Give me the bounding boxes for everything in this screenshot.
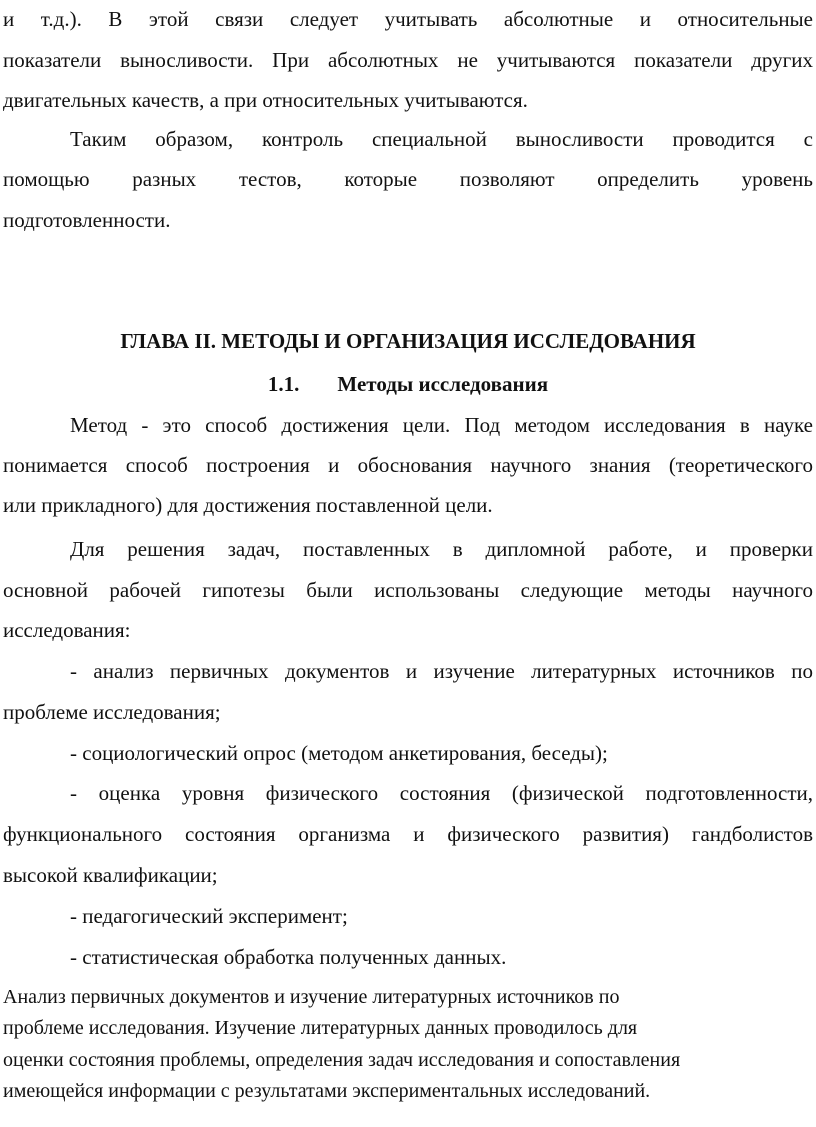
section-heading xyxy=(0,372,816,396)
paragraph-line: Анализ первичных документов и изучение литературных источников по xyxy=(3,986,620,1008)
paragraph-line: помощью разных тестов, которые позволяют определить уровень xyxy=(3,167,813,191)
section-number: 1.1. xyxy=(267,372,300,396)
paragraph-line: Метод - это способ достижения цели. Под методом исследования в науке xyxy=(70,413,813,437)
list-item-continuation: функционального состояния организма и физического развития) гандболистов xyxy=(3,822,813,846)
paragraph-line: или прикладного) для достижения поставленной цели. xyxy=(3,493,493,517)
section-title: Методы исследования xyxy=(337,372,549,396)
paragraph-line: основной рабочей гипотезы были использованы следующие методы научного xyxy=(3,578,813,602)
paragraph-line: имеющейся информации с результатами экспериментальных исследований. xyxy=(3,1080,651,1102)
paragraph-line: исследования: xyxy=(3,618,131,642)
paragraph-line: Таким образом, контроль специальной выносливости проводится с xyxy=(70,127,813,151)
list-item: - анализ первичных документов и изучение литературных источников по xyxy=(70,659,813,683)
paragraph-line: проблеме исследования. Изучение литературных данных проводилось для xyxy=(3,1017,638,1039)
paragraph-line: подготовленности. xyxy=(3,208,171,232)
paragraph-line: двигательных качеств, а при относительных учитываются. xyxy=(3,88,528,112)
list-item: - оценка уровня физического состояния (физической подготовленности, xyxy=(70,781,813,805)
paragraph-line: показатели выносливости. При абсолютных не учитываются показатели других xyxy=(3,48,813,72)
list-item-continuation: проблеме исследования; xyxy=(3,700,221,724)
paragraph-line: и т.д.). В этой связи следует учитывать абсолютные и относительные xyxy=(3,7,813,31)
chapter-heading: ГЛАВА II. МЕТОДЫ И ОРГАНИЗАЦИЯ ИССЛЕДОВАНИЯ xyxy=(120,329,696,353)
list-item: - педагогический эксперимент; xyxy=(70,904,348,928)
list-item: - статистическая обработка полученных данных. xyxy=(70,945,507,969)
list-item: - социологический опрос (методом анкетирования, беседы); xyxy=(70,741,608,765)
list-item-continuation: высокой квалификации; xyxy=(3,863,218,887)
paragraph-line: понимается способ построения и обоснования научного знания (теоретического xyxy=(3,453,813,477)
paragraph-line: Для решения задач, поставленных в дипломной работе, и проверки xyxy=(70,537,813,561)
paragraph-line: оценки состояния проблемы, определения задач исследования и сопоставления xyxy=(3,1049,681,1071)
